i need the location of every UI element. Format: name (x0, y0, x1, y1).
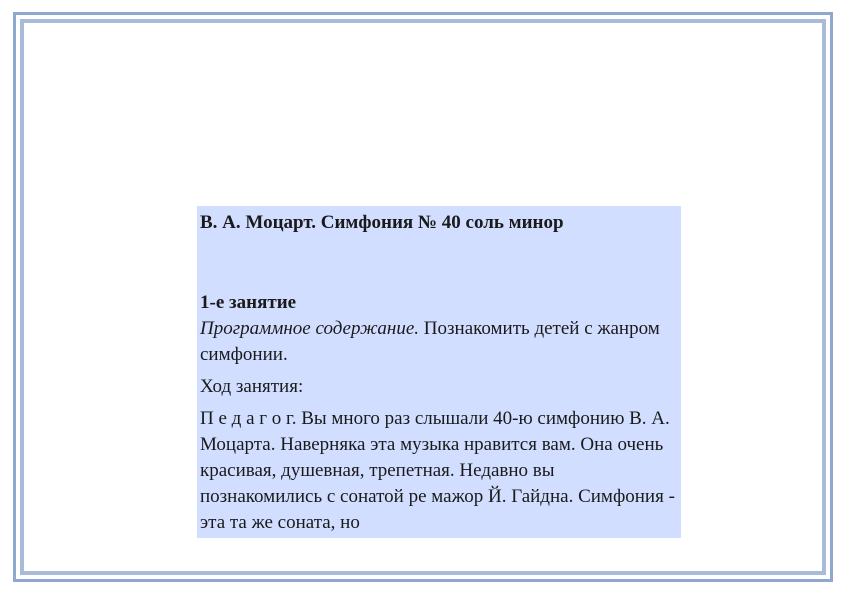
document-title: В. А. Моцарт. Симфония № 40 соль минор (200, 212, 564, 233)
text-box (197, 206, 681, 538)
program-label: Программное содержание. (200, 318, 420, 339)
teacher-paragraph (200, 406, 677, 536)
program-text: Познакомить детей с жанром симфонии. (200, 318, 660, 365)
course-heading: Ход занятия: (200, 376, 304, 397)
lesson-heading: 1-е занятие (200, 292, 297, 313)
teacher-text: Вы много раз слышали 40-ю симфонию В. А. Моцарта. Наверняка эта музыка нравится вам. Она очень красивая, душевная, трепетная. Недавно вы познакомились с сонатой ре мажор Й. Гайдна. Симфония - эта та же соната, но (200, 408, 675, 533)
teacher-speaker: П е д а г о г. (200, 408, 297, 429)
program-paragraph (200, 316, 677, 368)
